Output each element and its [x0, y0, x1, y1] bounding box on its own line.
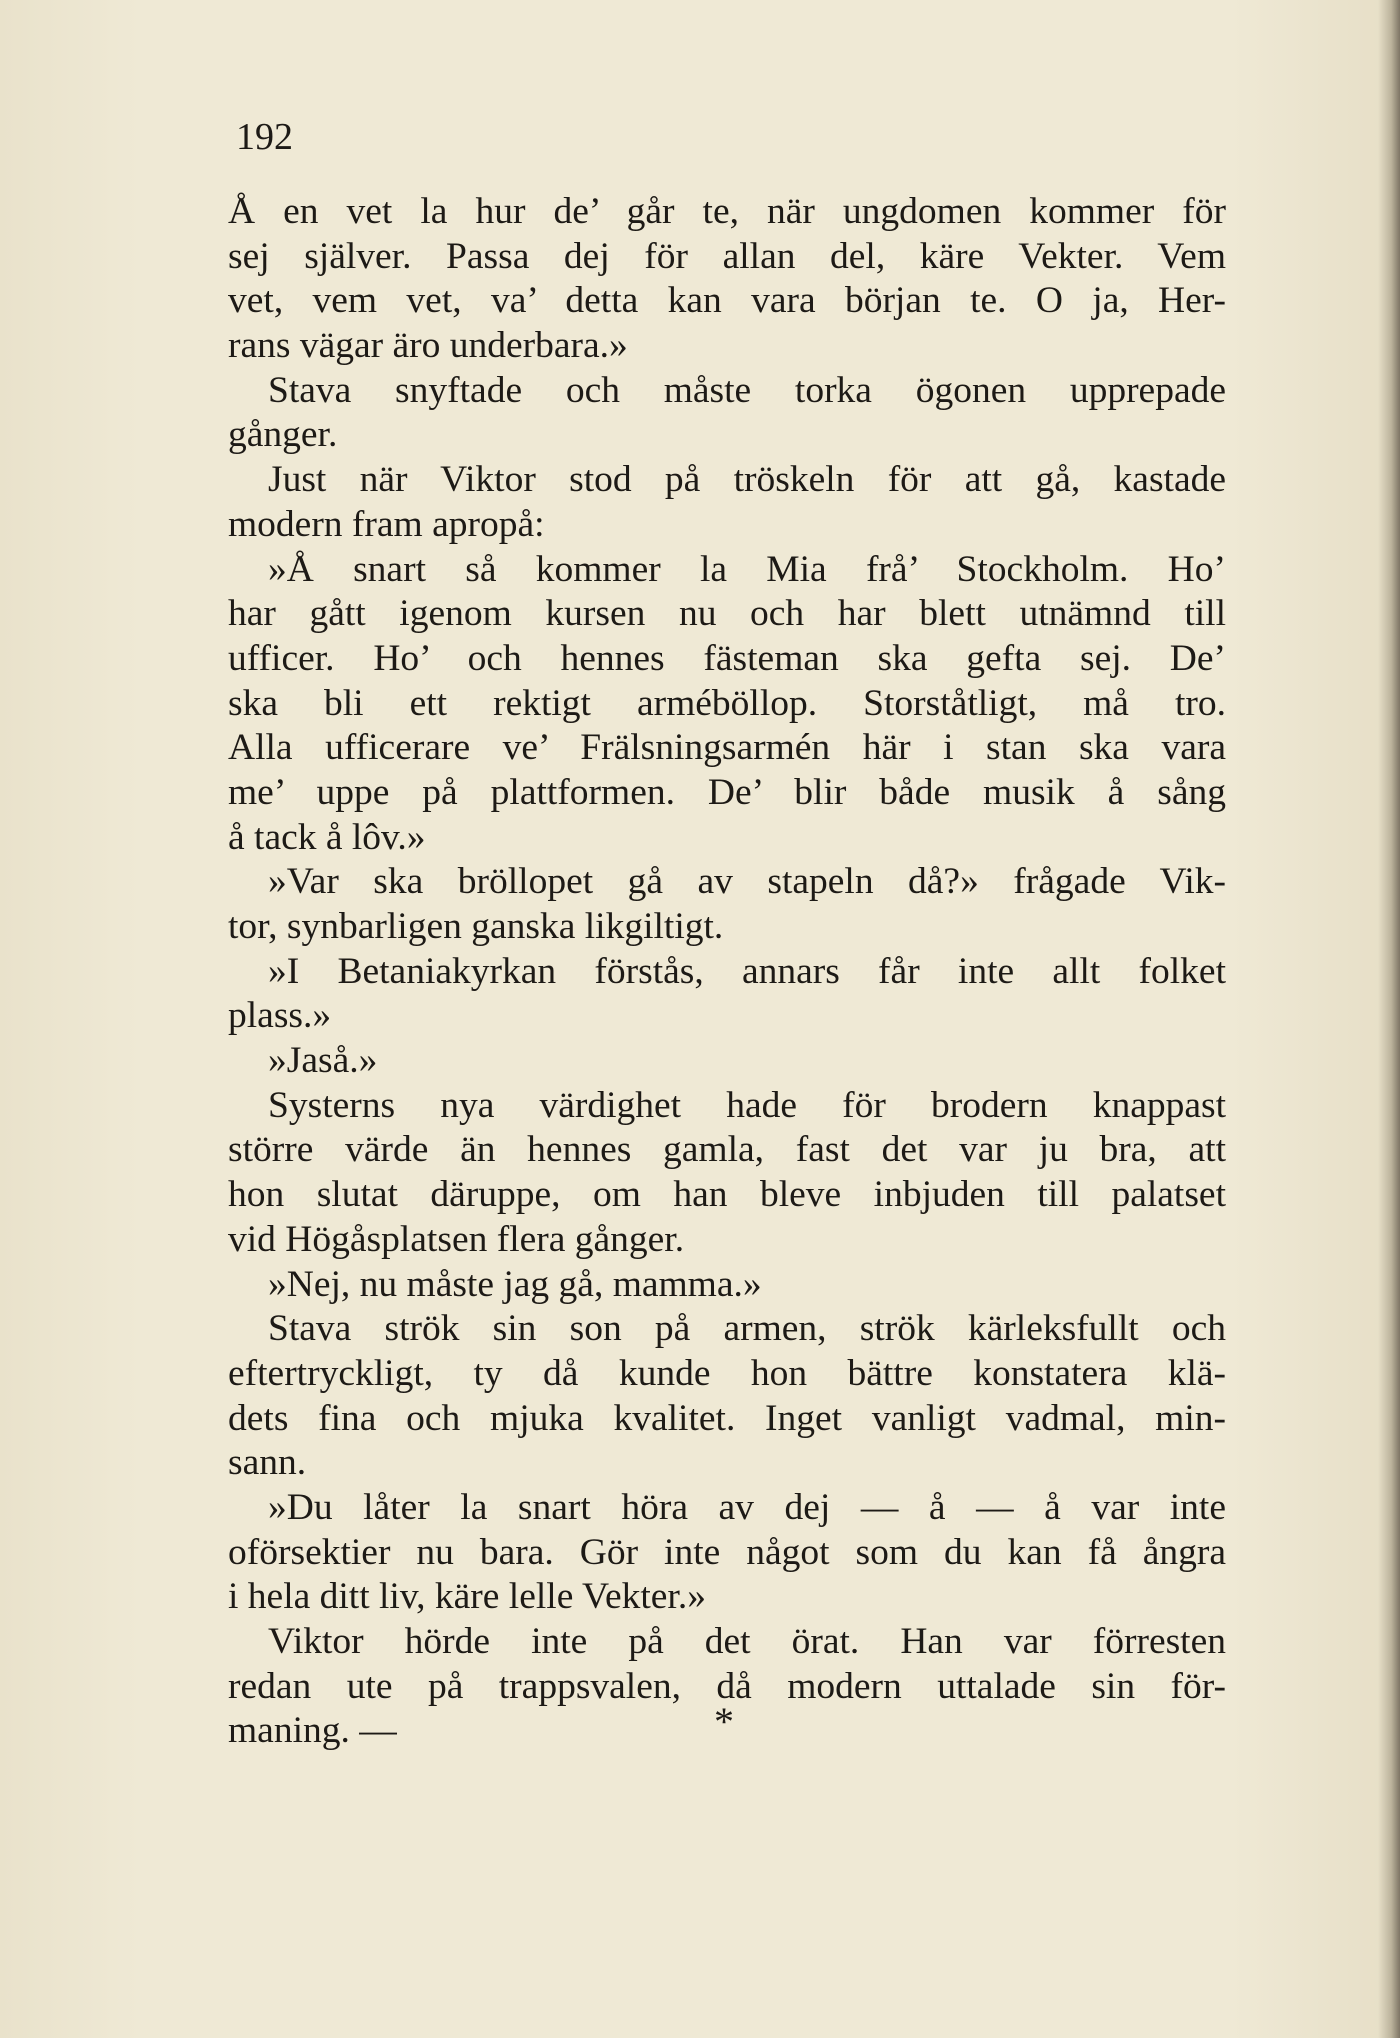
body-text: [228, 190, 1226, 1754]
text-line: oförsektier nu bara. Gör inte något som du kan få ångra: [228, 1531, 1226, 1573]
text-line: Viktor hörde inte på det örat. Han var förresten: [268, 1621, 1226, 1662]
text-line: »Å snart så kommer la Mia frå’ Stockholm. Ho’: [268, 548, 1226, 590]
text-line: redan ute på trappsvalen, då modern uttalade sin för-: [228, 1665, 1226, 1707]
text-line: hon slutat däruppe, om han bleve inbjuden till palatset: [228, 1174, 1226, 1216]
text-line: rans vägar äro underbara.»: [228, 325, 628, 367]
text-line: sej själver. Passa dej för allan del, käre Vekter. Vem: [228, 235, 1226, 277]
text-line: »Var ska bröllopet gå av stapeln då?» frågade Vik-: [268, 861, 1226, 903]
page-number: 192: [236, 116, 293, 158]
text-line: maning. —: [228, 1710, 397, 1752]
text-line: »Nej, nu måste jag gå, mamma.»: [268, 1263, 762, 1305]
text-line: sann.: [228, 1442, 307, 1484]
text-line: ska bli ett rektigt arméböllop. Storståtligt, må tro.: [228, 682, 1226, 724]
text-line: eftertryckligt, ty då kunde hon bättre konstatera klä-: [228, 1352, 1226, 1394]
text-line: Systerns nya värdighet hade för brodern knappast: [268, 1084, 1226, 1126]
page-spine-shadow: [1378, 0, 1400, 2038]
text-line: Å en vet la hur de’ går te, när ungdomen kommer för: [228, 191, 1226, 232]
text-line: »Du låter la snart höra av dej — å — å var inte: [268, 1486, 1226, 1528]
section-break-asterisk: *: [714, 1699, 734, 1744]
text-line: ufficer. Ho’ och hennes fästeman ska gefta sej. De’: [228, 637, 1226, 679]
text-line: Stava strök sin son på armen, strök kärleksfullt och: [268, 1308, 1226, 1350]
text-line: vid Högåsplatsen flera gånger.: [228, 1218, 685, 1260]
text-line: dets fina och mjuka kvalitet. Inget vanligt vadmal, min-: [228, 1397, 1226, 1439]
text-line: vet, vem vet, va’ detta kan vara början te. O ja, Her-: [228, 280, 1226, 322]
text-line: har gått igenom kursen nu och har blett utnämnd till: [228, 593, 1226, 635]
text-line: i hela ditt liv, käre lelle Vekter.»: [228, 1576, 706, 1618]
text-line: gånger.: [228, 414, 338, 456]
text-line: Stava snyftade och måste torka ögonen upprepade: [268, 369, 1226, 411]
text-line: Alla ufficerare ve’ Frälsningsarmén här i stan ska vara: [228, 727, 1226, 769]
text-line: me’ uppe på plattformen. De’ blir både musik å sång: [228, 771, 1226, 813]
text-line: plass.»: [228, 995, 332, 1037]
text-line: Just när Viktor stod på tröskeln för att gå, kastade: [268, 459, 1226, 501]
text-line: »Jaså.»: [268, 1040, 378, 1082]
text-line: modern fram apropå:: [228, 503, 545, 545]
text-line: å tack å lôv.»: [228, 816, 426, 858]
text-line: tor, synbarligen ganska likgiltigt.: [228, 906, 724, 947]
text-line: »I Betaniakyrkan förstås, annars får inte allt folket: [268, 950, 1226, 992]
text-line: större värde än hennes gamla, fast det var ju bra, att: [228, 1129, 1226, 1171]
